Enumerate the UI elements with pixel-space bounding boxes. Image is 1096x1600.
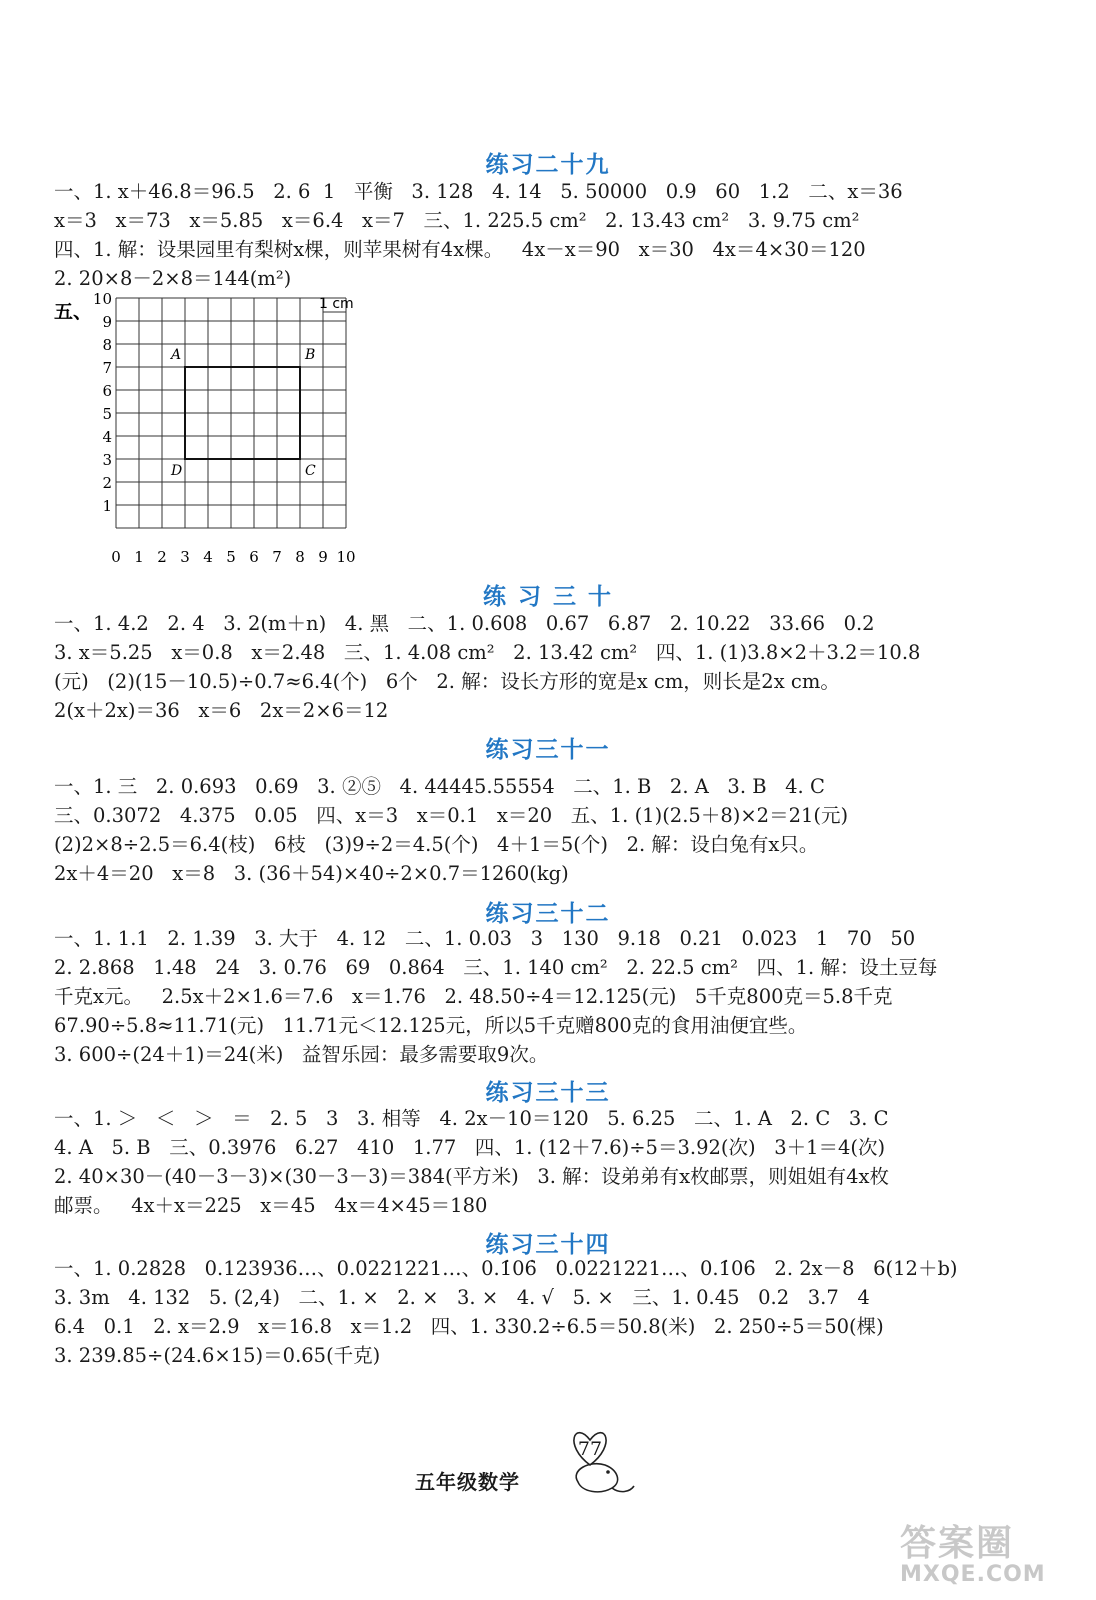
footer-title: 五年级数学 [415,1470,520,1494]
point-label: B [305,347,316,363]
answer-line: 3. 239.85÷(24.6×15)＝0.65(千克) [54,1344,381,1367]
answer-line: 2. 2.868 1.48 24 3. 0.76 69 0.864 三、1. 140 cm² 2. 22.5 cm² 四、1. 解：设土豆每 [54,956,938,979]
y-tick-label: 6 [102,382,112,400]
answer-line: 一、1. x＋46.8＝96.5 2. 6 1 平衡 3. 128 4. 14 5. 50000 0.9 60 1.2 二、x＝36 [54,180,903,203]
grid-question-label: 五、 [54,301,93,323]
answer-line: 2. 20×8－2×8＝144(m²) [54,267,292,290]
y-tick-label: 10 [92,290,112,308]
x-tick-label: 7 [272,548,282,566]
y-tick-label: 7 [102,359,112,377]
x-tick-label: 9 [318,548,328,566]
y-tick-label: 5 [102,405,112,423]
answer-line: 一、1. 1.1 2. 1.39 3. 大于 4. 12 二、1. 0.03 3 130 9.18 0.21 0.023 1 70 50 [54,927,916,950]
coordinate-grid-figure [54,290,374,570]
answer-line: 67.90÷5.8≈11.71(元) 11.71元＜12.125元，所以5千克赠800克的食用油便宜些。 [54,1014,808,1037]
answer-line: 2x＋4＝20 x＝8 3. (36＋54)×40÷2×0.7＝1260(kg) [54,862,569,885]
section-title: 练 习 三 十 [482,584,614,610]
answer-line: 3. 3m 4. 132 5. (2,4) 二、1. × 2. × 3. × 4. √ 5. × 三、1. 0.45 0.2 3.7 4 [54,1286,870,1309]
section-title: 练习三十三 [485,1080,611,1106]
point-label: C [305,463,316,479]
page-number: 77 [577,1438,603,1460]
answer-line: 3. x＝5.25 x＝0.8 x＝2.48 三、1. 4.08 cm² 2. 13.42 cm² 四、1. (1)3.8×2＋3.2＝10.8 [54,641,921,664]
point-label: A [171,347,182,363]
y-tick-label: 4 [102,428,112,446]
x-tick-label: 6 [249,548,259,566]
answer-line: 三、0.3072 4.375 0.05 四、x＝3 x＝0.1 x＝20 五、1. (1)(2.5＋8)×2＝21(元) [54,804,849,827]
answer-line: 千克x元。 2.5x＋2×1.6＝7.6 x＝1.76 2. 48.50÷4＝12.125(元) 5千克800克＝5.8千克 [54,985,893,1008]
x-tick-label: 8 [295,548,305,566]
x-tick-label: 1 [134,548,144,566]
answer-line: (2)2×8÷2.5＝6.4(枝) 6枝 (3)9÷2＝4.5(个) 4＋1＝5(个) 2. 解：设白兔有x只。 [54,833,819,856]
x-tick-label: 2 [157,548,167,566]
y-tick-label: 8 [102,336,112,354]
section-title: 练习二十九 [485,152,611,178]
section-title: 练习三十一 [485,737,611,763]
answer-line: (元) (2)(15－10.5)÷0.7≈6.4(个) 6个 2. 解：设长方形的宽是x cm，则长是2x cm。 [54,670,840,693]
section-title: 练习三十四 [485,1232,611,1258]
watermark [900,1515,1070,1585]
section-title: 练习三十二 [485,901,611,927]
answer-line: 邮票。 4x＋x＝225 x＝45 4x＝4×45＝180 [54,1194,488,1217]
answer-line: 一、1. ＞ ＜ ＞ ＝ 2. 5 3 3. 相等 4. 2x－10＝120 5. 6.25 二、1. A 2. C 3. C [54,1107,889,1130]
answer-line: 一、1. 三 2. 0.693̇ 0.69 3. ②⑤ 4. 44445.55554 二、1. B 2. A 3. B 4. C [54,775,825,798]
coordinate-grid [54,290,374,570]
answer-line: 2. 40×30－(40－3－3)×(30－3－3)＝384(平方米) 3. 解：设弟弟有x枚邮票，则姐姐有4x枚 [54,1165,890,1188]
x-tick-label: 5 [226,548,236,566]
y-tick-label: 1 [102,497,112,515]
watermark-url: MXQE.COM [900,1562,1046,1587]
x-tick-label: 4 [203,548,213,566]
grid-scale-label: 1 cm [319,296,354,312]
y-tick-label: 3 [102,451,112,469]
answer-line: 一、1. 0.2828 0.123936…、0.0221221…、0.1̇06̇ 0.0221221…、0.1̇06̇ 2. 2x－8 6(12＋b) [54,1257,958,1280]
answer-line: x＝3 x＝73 x＝5.85 x＝6.4 x＝7 三、1. 225.5 cm² 2. 13.43 cm² 3. 9.75 cm² [54,209,860,232]
x-tick-label: 10 [336,548,356,566]
x-tick-label: 0 [111,548,121,566]
watermark-logo-text: 答案圈 [900,1523,1015,1564]
answer-line: 4. A 5. B 三、0.3976 6.27 410 1.77 四、1. (12＋7.6)÷5＝3.92(次) 3＋1＝4(次) [54,1136,886,1159]
point-label: D [171,463,183,479]
answer-line: 3. 600÷(24＋1)＝24(米) 益智乐园：最多需要取9次。 [54,1043,549,1066]
y-tick-label: 2 [102,474,112,492]
x-tick-label: 3 [180,548,190,566]
answer-line: 6.4 0.1 2. x＝2.9 x＝16.8 x＝1.2 四、1. 330.2÷6.5＝50.8(米) 2. 250÷5＝50(棵) [54,1315,884,1338]
answer-line: 四、1. 解：设果园里有梨树x棵，则苹果树有4x棵。 4x－x＝90 x＝30 4x＝4×30＝120 [54,238,866,261]
answer-line: 一、1. 4.2 2. 4 3. 2(m＋n) 4. 黑 二、1. 0.608 0.67 6.87 2. 10.22 33.66 0.2 [54,612,875,635]
answer-line: 2(x＋2x)＝36 x＝6 2x＝2×6＝12 [54,699,389,722]
y-tick-label: 9 [102,313,112,331]
